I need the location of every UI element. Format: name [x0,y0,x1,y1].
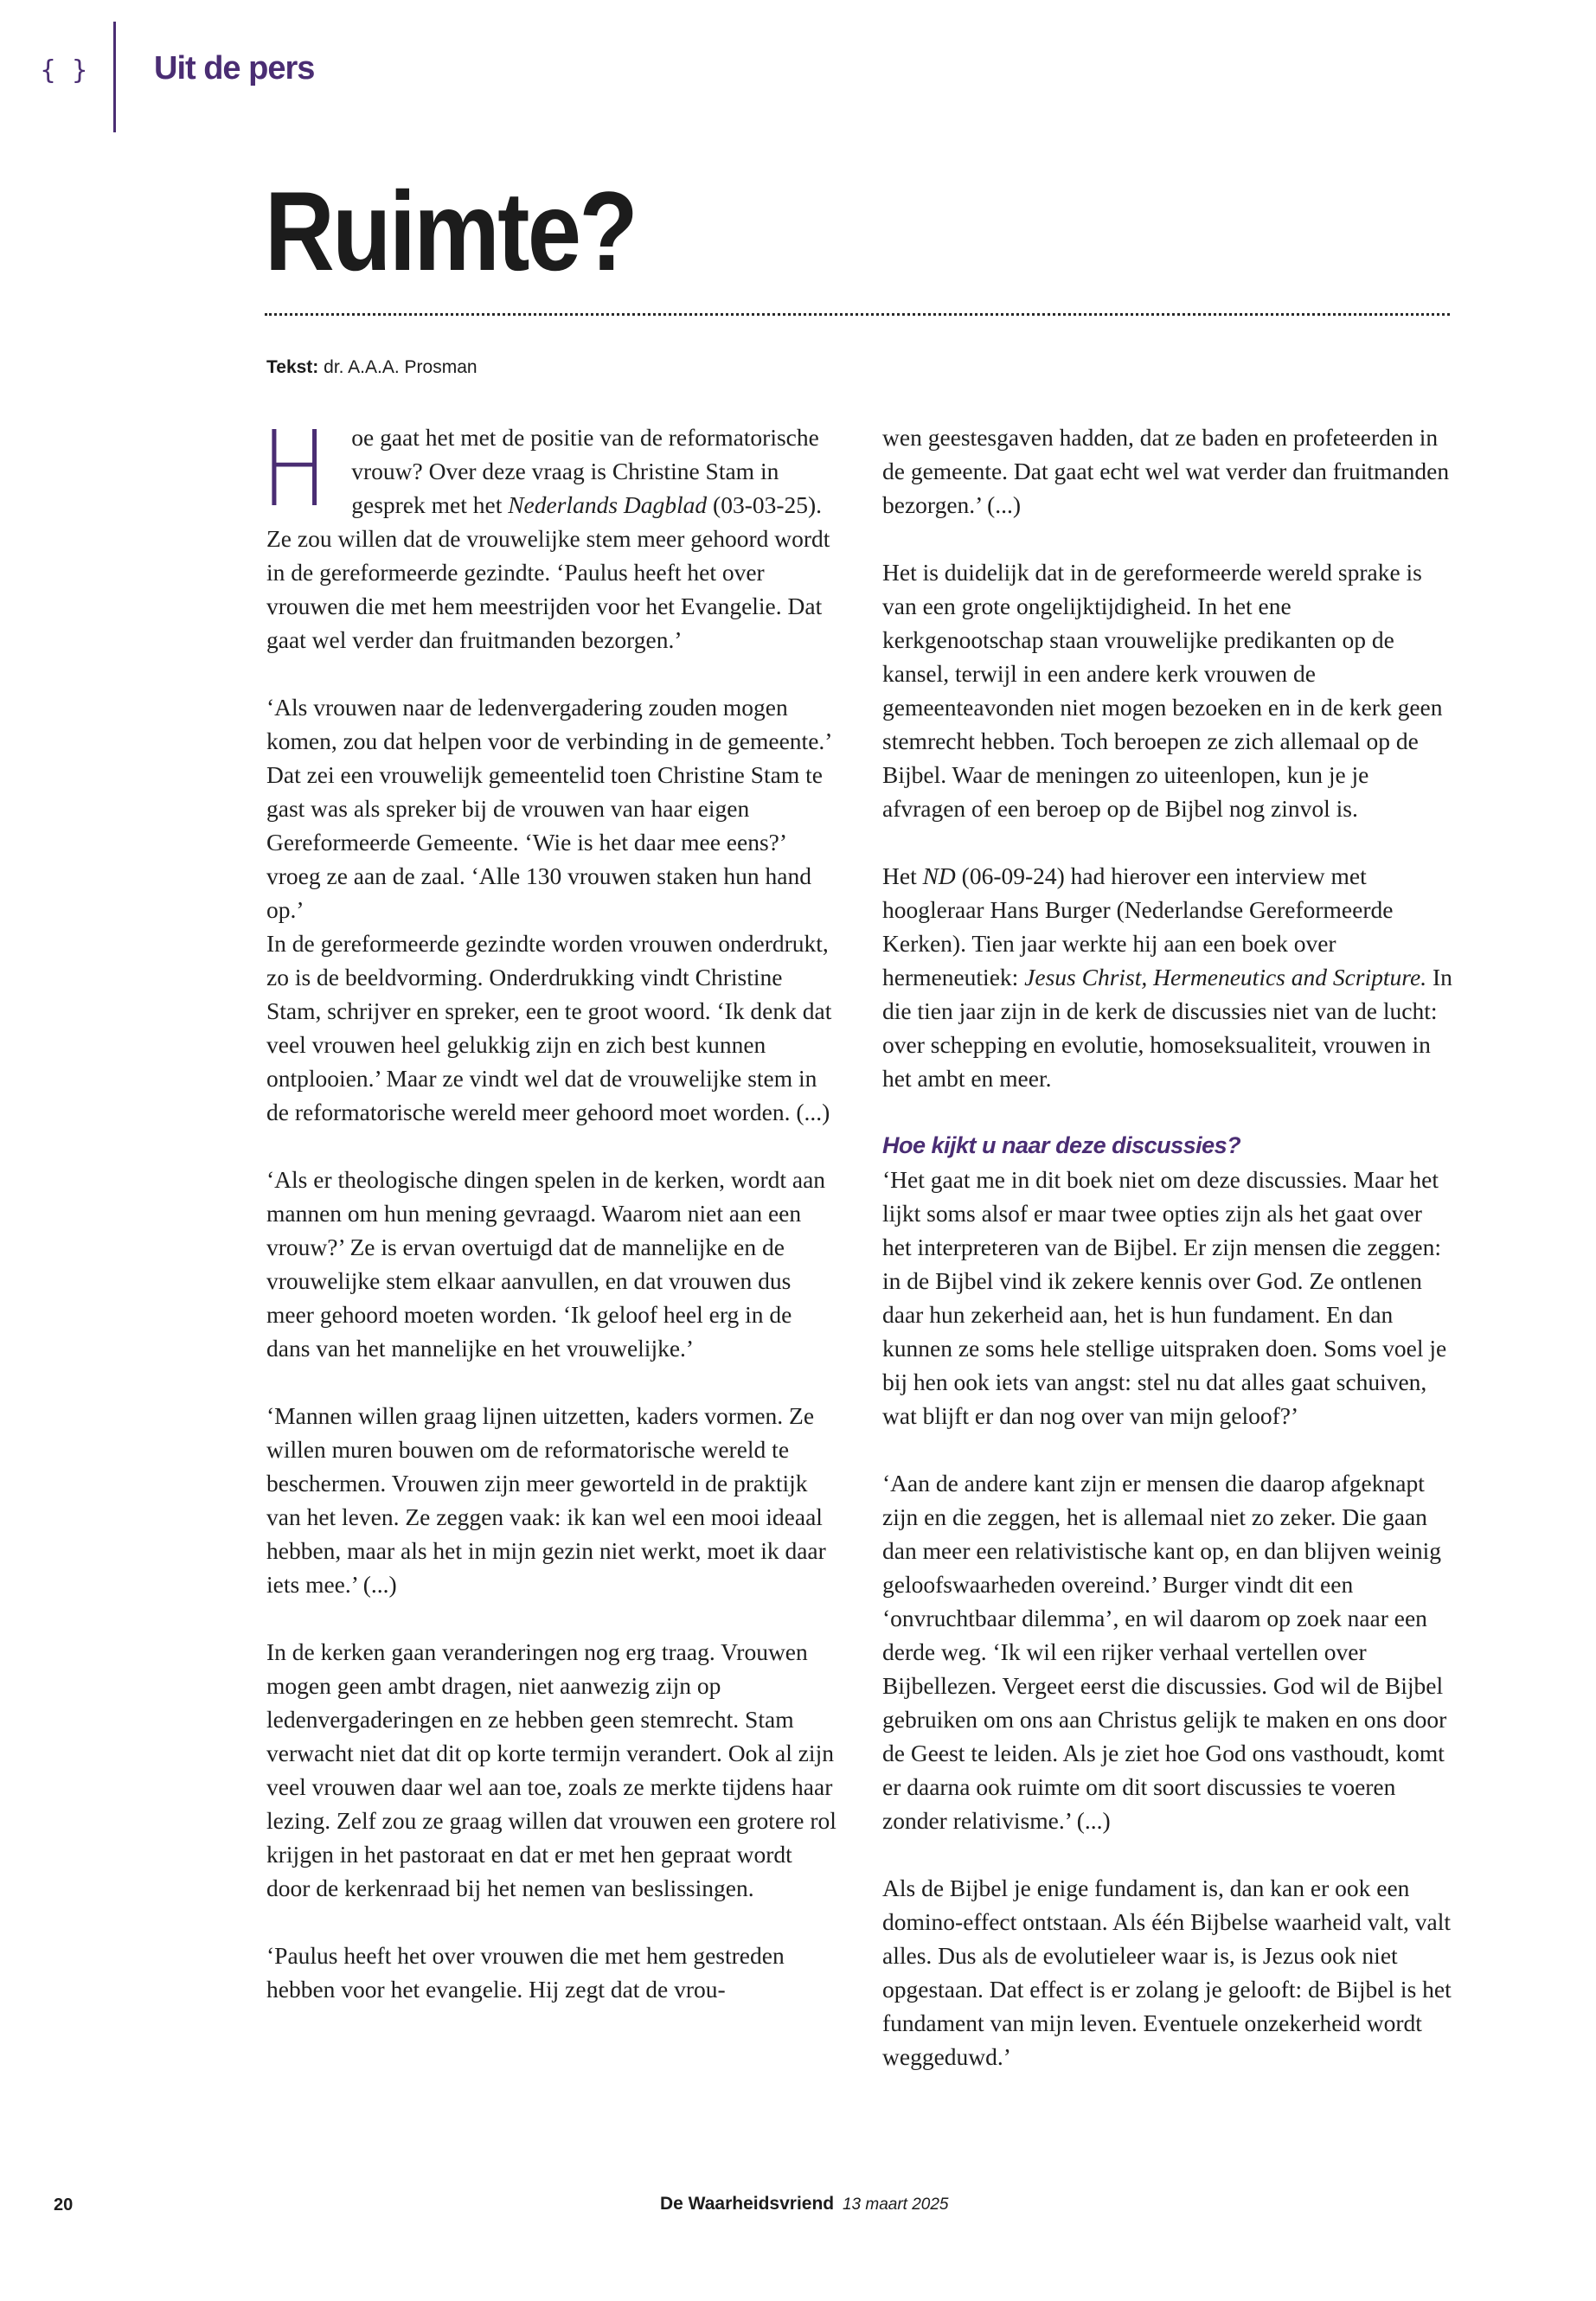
paragraph: H oe gaat het met de positie van de reformatorische vrouw? Over deze vraag is Christine Stam in gesprek met het Nederlands Dagblad (03-03-25). Ze zou willen dat de vrouwelijke stem meer gehoord wordt in de gereformeerde gezindte. ‘Paulus heeft het over vrouwen die met hem meestrijden voor het Evangelie. Dat gaat wel verder dan fruitmanden bezorgen.’ [261,410,830,653]
publication-name: De Waarheidsvriend [660,2194,835,2214]
article-headline: Ruimte? [265,168,637,294]
page-number: 20 [54,2195,74,2214]
byline [266,357,478,378]
section-title: Uit de pers [154,50,315,87]
paragraph: ‘Het gaat me in dit boek niet om deze discussies. Maar het lijkt soms alsof er maar twee opties zijn als het gaat over het interpreteren van de Bijbel. Er zijn mensen die zeggen: in de Bijbel vind ik zekere kennis over God. Ze ontlenen daar hun zekerheid aan, het is hun fundament. En dan kunnen ze soms hele stellige uitspraken doen. Soms voel je bij hen ook iets van angst: stel nu dat alles gaat schuiven, wat blijft er dan nog over van mijn geloof?’ [882,1166,1447,1429]
paragraph: ‘Paulus heeft het over vrouwen die met hem gestreden hebben voor het evangelie. Hij zegt dat de vrou- [266,1942,785,2003]
book-title: Jesus Christ, Hermeneutics and Scripture. [1024,964,1427,990]
paragraph: ‘Als er theologische dingen spelen in de kerken, wordt aan mannen om hun mening gevraagd. Waarom niet aan een vrouw?’ Ze is ervan overtuigd dat de mannelijke en de vrouwelijke stem elkaar aanvullen, en dat vrouwen dus meer gehoord moeten worden. ‘Ik geloof heel erg in de dans van het mannelijke en het vrouwelijke.’ [266,1166,826,1362]
paragraph: ‘Als vrouwen naar de ledenvergadering zouden mogen komen, zou dat helpen voor de verbinding in de gemeente.’ Dat zei een vrouwelijk gemeentelid toen Christine Stam te gast was als spreker bij de vrouwen van haar eigen Gereformeerde Gemeente. ‘Wie is het daar mee eens?’ vroeg ze aan de zaal. ‘Alle 130 vrouwen staken hun hand op.’ [266,694,831,923]
dotted-divider [265,313,1450,316]
article-column-right [882,420,1453,2073]
paragraph: Als de Bijbel je enige fundament is, dan kan er ook een domino-effect ontstaan. Als één Bijbelse waarheid valt, valt alles. Dus als de evolutieleer waar is, is Jezus ook niet opgestaan. Dat effect is er zolang je gelooft: de Bijbel is het fundament van mijn leven. Eventuele onzekerheid wordt weggeduwd.’ [882,1875,1452,2070]
issue-date: 13 maart 2025 [842,2195,949,2214]
byline-label: Tekst: [266,357,319,377]
paragraph: wen geestesgaven hadden, dat ze baden en profeteerden in de gemeente. Dat gaat echt wel wat verder dan fruitmanden bezorgen.’ (...) [882,424,1450,518]
curly-braces-icon: { } [40,55,92,86]
paragraph: ‘Aan de andere kant zijn er mensen die daarop afgeknapt zijn en die zeggen, het is allemaal niet zo zeker. Die gaan dan meer een relativistische kant op, en dan blijven weinig geloofswaarheden overeind.’ Burger vindt dit een ‘onvruchtbaar dilemma’, en wil daarom op zoek naar een derde weg. ‘Ik wil een rijker verhaal vertellen over Bijbellezen. Vergeet eerst die discussies. God wil de Bijbel gebruiken om ons aan Christus gelijk te maken en ons door de Geest te leiden. Als je ziet hoe God ons vasthoudt, komt er daarna ook ruimte om dit soort discussies te voeren zonder relativisme.’ (...) [882,1470,1447,1834]
publication-reference: ND [922,862,956,889]
drop-cap: H [261,410,328,530]
paragraph: Het is duidelijk dat in de gereformeerde wereld sprake is van een grote ongelijktijdigheid. In het ene kerkgenootschap staan vrouwelijke predikanten op de kansel, terwijl in een andere kerk vrouwen de gemeenteavonden niet mogen bezoeken en in de kerk geen stemrecht hebben. Toch beroepen ze zich allemaal op de Bijbel. Waar de meningen zo uiteenlopen, kun je je afvragen of een beroep op de Bijbel nog zinvol is. [882,559,1443,822]
publication-reference: Nederlands Dagblad [508,491,708,518]
paragraph: In de gereformeerde gezindte worden vrouwen onderdrukt, zo is de beeldvorming. Onderdrukking vindt Christine Stam, schrijver en spreker, een te groot woord. ‘Ik denk dat veel vrouwen heel gelukkig zijn en zich best kunnen ontplooien.’ Maar ze vindt wel dat de vrouwelijke stem in de reformatorische wereld meer gehoord moet worden. (...) [266,930,832,1125]
publication-footer [660,2194,949,2214]
article-column-left [261,410,837,2006]
section-header [0,0,519,138]
interview-question-subhead: Hoe kijkt u naar deze discussies? [882,1132,1241,1158]
paragraph: Het ND (06-09-24) had hierover een interview met hoogleraar Hans Burger (Nederlandse Gereformeerde Kerken). Tien jaar werkte hij aan een boek over hermeneutiek: Jesus Christ, Hermeneutics and Scripture. In die tien jaar zijn in de kerk de discussies niet van de lucht: over schepping en evolutie, homoseksualiteit, vrouwen in het ambt en meer. [882,862,1452,1092]
byline-author: dr. A.A.A. Prosman [324,357,478,377]
paragraph: ‘Mannen willen graag lijnen uitzetten, kaders vormen. Ze willen muren bouwen om de reformatorische wereld te beschermen. Vrouwen zijn meer geworteld in de praktijk van het leven. Ze zeggen vaak: ik kan wel een mooi ideaal hebben, maar als het in mijn gezin niet werkt, moet ik daar iets mee.’ (...) [266,1402,826,1598]
paragraph: In de kerken gaan veranderingen nog erg traag. Vrouwen mogen geen ambt dragen, niet aanwezig zijn op ledenvergaderingen en ze hebben geen stemrecht. Stam verwacht niet dat dit op korte termijn verandert. Ook al zijn veel vrouwen daar wel aan toe, zoals ze merkte tijdens haar lezing. Zelf zou ze graag willen dat vrouwen een grotere rol krijgen in het pastoraat en dat er met hen gepraat wordt door de kerkenraad bij het nemen van beslissingen. [266,1638,836,1901]
vertical-divider [113,22,116,132]
